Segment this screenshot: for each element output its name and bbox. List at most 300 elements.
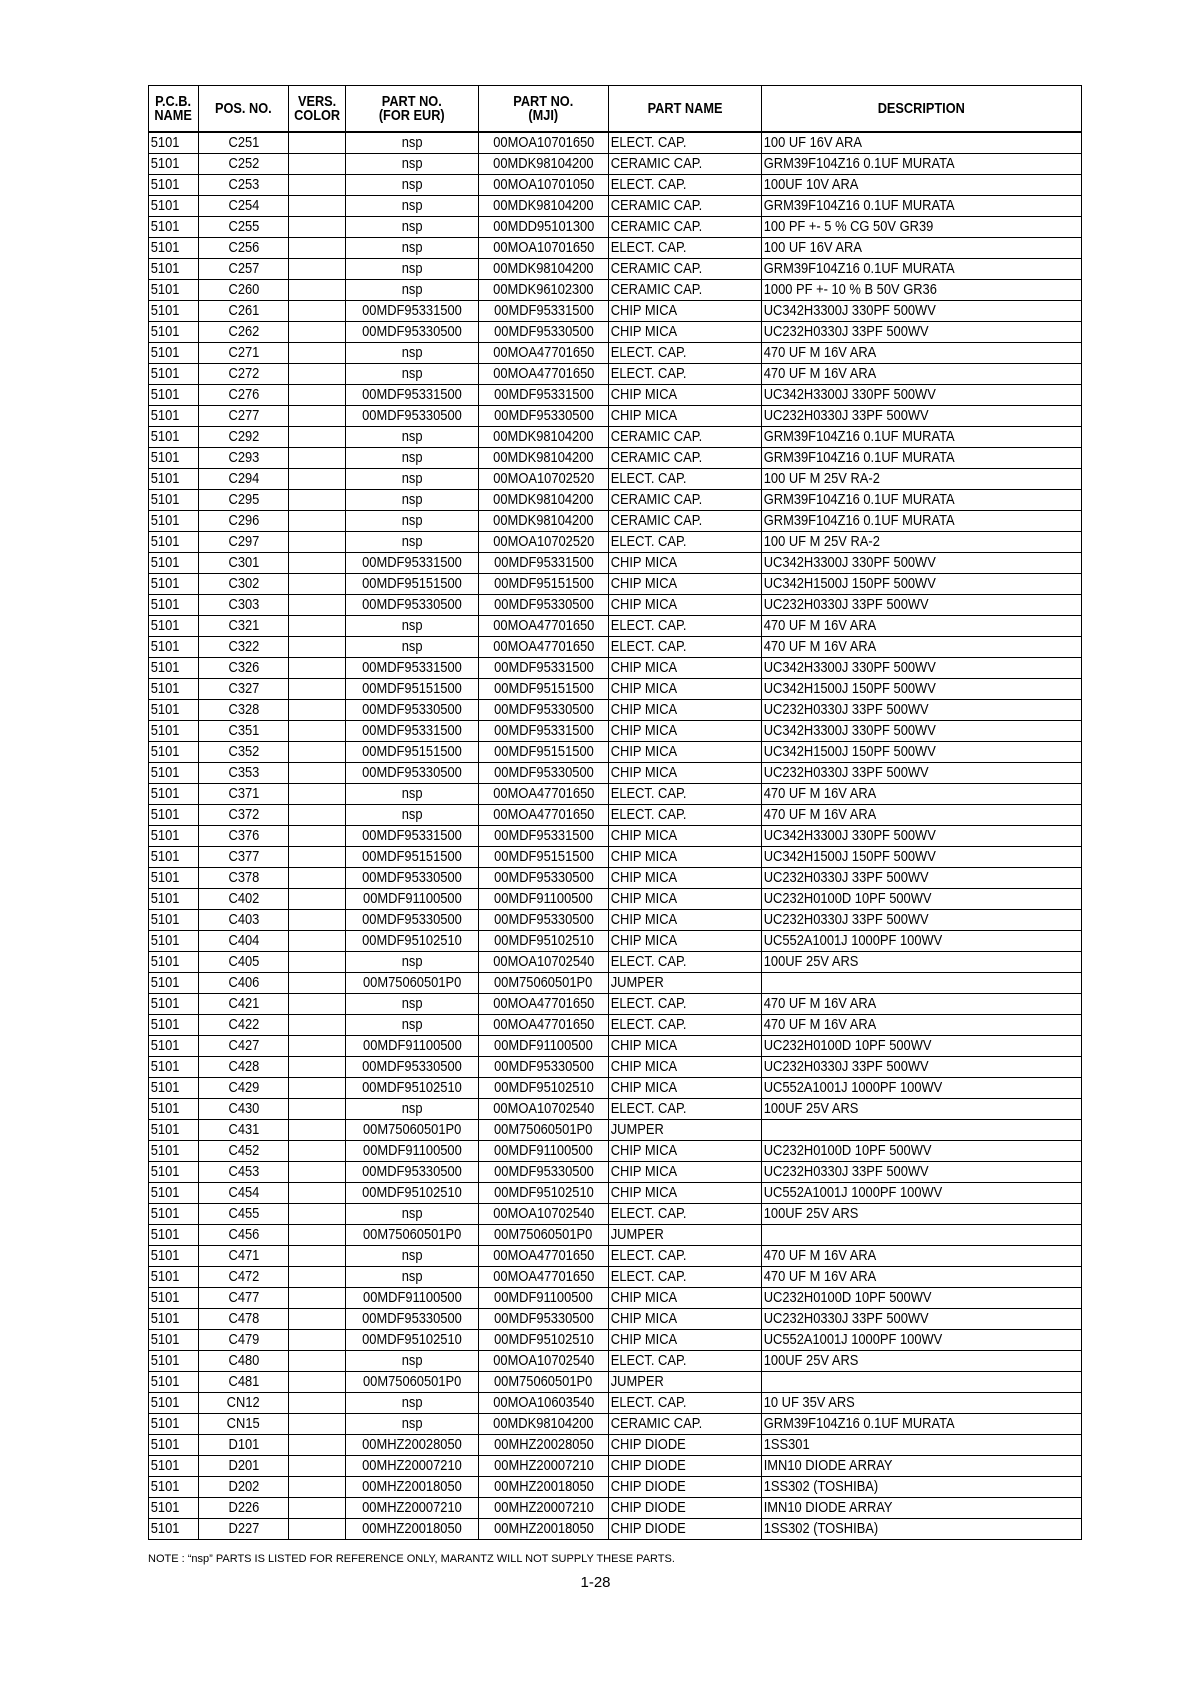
vers-color-cell (289, 154, 346, 175)
part-no-mji-cell: 00MDF95102510 (479, 931, 609, 952)
pcb-name-cell: 5101 (149, 1330, 199, 1351)
part-no-mji-cell: 00MDF95330500 (479, 595, 609, 616)
vers-color-cell (289, 763, 346, 784)
vers-color-cell (289, 448, 346, 469)
table-row (149, 994, 1082, 1015)
part-no-mji-cell: 00MOA10701650 (479, 238, 609, 259)
description-cell: UC232H0100D 10PF 500WV (762, 1036, 1082, 1057)
table-row (149, 910, 1082, 931)
table-row (149, 1351, 1082, 1372)
vers-color-cell (289, 658, 346, 679)
pos-no-cell: C453 (199, 1162, 289, 1183)
table-row (149, 406, 1082, 427)
description-cell: 470 UF M 16V ARA (762, 637, 1082, 658)
table-row (149, 1078, 1082, 1099)
header-pos-no: POS. NO. (199, 86, 289, 133)
vers-color-cell (289, 427, 346, 448)
part-no-mji-cell: 00MDF95331500 (479, 721, 609, 742)
part-no-eur-cell: 00MDF95330500 (346, 910, 479, 931)
part-no-mji-cell: 00MOA47701650 (479, 1267, 609, 1288)
description-cell (762, 1225, 1082, 1246)
table-row (149, 1288, 1082, 1309)
description-cell: 470 UF M 16V ARA (762, 994, 1082, 1015)
pos-no-cell: C481 (199, 1372, 289, 1393)
part-no-mji-cell: 00MDK96102300 (479, 280, 609, 301)
table-row (149, 343, 1082, 364)
part-no-eur-cell: nsp (346, 511, 479, 532)
part-name-cell: ELECT. CAP. (609, 532, 762, 553)
table-row (149, 553, 1082, 574)
table-row (149, 1393, 1082, 1414)
pcb-name-cell: 5101 (149, 1099, 199, 1120)
pcb-name-cell: 5101 (149, 1015, 199, 1036)
description-cell: 470 UF M 16V ARA (762, 1015, 1082, 1036)
description-cell: 100UF 10V ARA (762, 175, 1082, 196)
table-row (149, 217, 1082, 238)
pos-no-cell: C403 (199, 910, 289, 931)
pcb-name-cell: 5101 (149, 385, 199, 406)
part-no-eur-cell: nsp (346, 238, 479, 259)
description-cell: GRM39F104Z16 0.1UF MURATA (762, 490, 1082, 511)
part-no-mji-cell: 00MOA10702540 (479, 1099, 609, 1120)
part-name-cell: CHIP MICA (609, 1330, 762, 1351)
part-no-eur-cell: nsp (346, 448, 479, 469)
vers-color-cell (289, 931, 346, 952)
pcb-name-cell: 5101 (149, 910, 199, 931)
table-row (149, 154, 1082, 175)
pcb-name-cell: 5101 (149, 1267, 199, 1288)
part-name-cell: CHIP MICA (609, 847, 762, 868)
vers-color-cell (289, 238, 346, 259)
table-row (149, 826, 1082, 847)
table-row (149, 175, 1082, 196)
part-no-mji-cell: 00MDF95330500 (479, 763, 609, 784)
part-no-eur-cell: 00MDF95102510 (346, 931, 479, 952)
pos-no-cell: C257 (199, 259, 289, 280)
pos-no-cell: C371 (199, 784, 289, 805)
part-no-mji-cell: 00MDF95330500 (479, 868, 609, 889)
pcb-name-cell: 5101 (149, 994, 199, 1015)
pos-no-cell: C480 (199, 1351, 289, 1372)
description-cell: 470 UF M 16V ARA (762, 616, 1082, 637)
pcb-name-cell: 5101 (149, 1288, 199, 1309)
pcb-name-cell: 5101 (149, 1519, 199, 1540)
table-row (149, 721, 1082, 742)
part-name-cell: ELECT. CAP. (609, 238, 762, 259)
pcb-name-cell: 5101 (149, 1225, 199, 1246)
description-cell: UC342H3300J 330PF 500WV (762, 301, 1082, 322)
table-row (149, 1309, 1082, 1330)
table-row (149, 1225, 1082, 1246)
part-no-eur-cell: nsp (346, 952, 479, 973)
vers-color-cell (289, 847, 346, 868)
pos-no-cell: D227 (199, 1519, 289, 1540)
table-row (149, 196, 1082, 217)
vers-color-cell (289, 553, 346, 574)
part-no-mji-cell: 00M75060501P0 (479, 1225, 609, 1246)
vers-color-cell (289, 259, 346, 280)
part-no-mji-cell: 00MOA47701650 (479, 1015, 609, 1036)
part-no-mji-cell: 00MOA47701650 (479, 364, 609, 385)
pos-no-cell: C328 (199, 700, 289, 721)
table-row (149, 658, 1082, 679)
part-no-eur-cell: 00M75060501P0 (346, 973, 479, 994)
table-row (149, 1036, 1082, 1057)
part-name-cell: ELECT. CAP. (609, 1351, 762, 1372)
table-row (149, 132, 1082, 154)
part-name-cell: ELECT. CAP. (609, 1099, 762, 1120)
pcb-name-cell: 5101 (149, 217, 199, 238)
description-cell: UC552A1001J 1000PF 100WV (762, 931, 1082, 952)
description-cell: 1000 PF +- 10 % B 50V GR36 (762, 280, 1082, 301)
header-description: DESCRIPTION (762, 86, 1082, 133)
part-no-eur-cell: 00MDF95330500 (346, 763, 479, 784)
pcb-name-cell: 5101 (149, 322, 199, 343)
pcb-name-cell: 5101 (149, 931, 199, 952)
part-no-mji-cell: 00MOA10702520 (479, 532, 609, 553)
description-cell: IMN10 DIODE ARRAY (762, 1456, 1082, 1477)
pos-no-cell: C422 (199, 1015, 289, 1036)
pcb-name-cell: 5101 (149, 448, 199, 469)
vers-color-cell (289, 1372, 346, 1393)
pcb-name-cell: 5101 (149, 973, 199, 994)
part-name-cell: ELECT. CAP. (609, 469, 762, 490)
part-no-eur-cell: nsp (346, 154, 479, 175)
description-cell: UC232H0100D 10PF 500WV (762, 1288, 1082, 1309)
pos-no-cell: C327 (199, 679, 289, 700)
description-cell: GRM39F104Z16 0.1UF MURATA (762, 427, 1082, 448)
vers-color-cell (289, 280, 346, 301)
pcb-name-cell: 5101 (149, 259, 199, 280)
part-name-cell: ELECT. CAP. (609, 805, 762, 826)
vers-color-cell (289, 1141, 346, 1162)
part-no-eur-cell: nsp (346, 175, 479, 196)
pcb-name-cell: 5101 (149, 616, 199, 637)
part-no-mji-cell: 00MDK98104200 (479, 511, 609, 532)
vers-color-cell (289, 889, 346, 910)
vers-color-cell (289, 175, 346, 196)
pcb-name-cell: 5101 (149, 1393, 199, 1414)
table-row (149, 1456, 1082, 1477)
part-no-mji-cell: 00MOA47701650 (479, 343, 609, 364)
pos-no-cell: C301 (199, 553, 289, 574)
description-cell: UC232H0330J 33PF 500WV (762, 595, 1082, 616)
part-no-eur-cell: nsp (346, 1267, 479, 1288)
table-row (149, 532, 1082, 553)
pcb-name-cell: 5101 (149, 952, 199, 973)
part-name-cell: CHIP MICA (609, 742, 762, 763)
part-name-cell: CERAMIC CAP. (609, 217, 762, 238)
vers-color-cell (289, 1477, 346, 1498)
pos-no-cell: C429 (199, 1078, 289, 1099)
vers-color-cell (289, 1099, 346, 1120)
description-cell: GRM39F104Z16 0.1UF MURATA (762, 448, 1082, 469)
vers-color-cell (289, 1267, 346, 1288)
table-row (149, 1099, 1082, 1120)
pos-no-cell: D202 (199, 1477, 289, 1498)
part-no-eur-cell: nsp (346, 1414, 479, 1435)
part-no-eur-cell: nsp (346, 805, 479, 826)
part-name-cell: CHIP MICA (609, 910, 762, 931)
table-row (149, 238, 1082, 259)
vers-color-cell (289, 1204, 346, 1225)
part-name-cell: CERAMIC CAP. (609, 154, 762, 175)
pcb-name-cell: 5101 (149, 742, 199, 763)
table-row (149, 805, 1082, 826)
pos-no-cell: C471 (199, 1246, 289, 1267)
vers-color-cell (289, 952, 346, 973)
part-name-cell: ELECT. CAP. (609, 1204, 762, 1225)
part-no-eur-cell: nsp (346, 532, 479, 553)
part-no-eur-cell: 00MDF91100500 (346, 1036, 479, 1057)
part-no-mji-cell: 00MDF95330500 (479, 322, 609, 343)
part-name-cell: CHIP MICA (609, 700, 762, 721)
description-cell: 100UF 25V ARS (762, 952, 1082, 973)
part-name-cell: CHIP DIODE (609, 1456, 762, 1477)
pcb-name-cell: 5101 (149, 1204, 199, 1225)
table-row (149, 931, 1082, 952)
vers-color-cell (289, 1120, 346, 1141)
part-name-cell: CHIP MICA (609, 553, 762, 574)
part-no-eur-cell: nsp (346, 490, 479, 511)
part-no-eur-cell: 00MDF95151500 (346, 847, 479, 868)
table-row (149, 637, 1082, 658)
part-no-mji-cell: 00MDF95330500 (479, 700, 609, 721)
pcb-name-cell: 5101 (149, 826, 199, 847)
pcb-name-cell: 5101 (149, 700, 199, 721)
pcb-name-cell: 5101 (149, 595, 199, 616)
part-no-mji-cell: 00MOA10603540 (479, 1393, 609, 1414)
pos-no-cell: C431 (199, 1120, 289, 1141)
pcb-name-cell: 5101 (149, 1036, 199, 1057)
pos-no-cell: C377 (199, 847, 289, 868)
vers-color-cell (289, 826, 346, 847)
pos-no-cell: C295 (199, 490, 289, 511)
part-name-cell: CHIP MICA (609, 574, 762, 595)
part-name-cell: CHIP MICA (609, 931, 762, 952)
description-cell: 470 UF M 16V ARA (762, 805, 1082, 826)
pcb-name-cell: 5101 (149, 532, 199, 553)
part-no-eur-cell: nsp (346, 132, 479, 154)
header-vers-color: VERS. COLOR (289, 86, 346, 133)
part-no-mji-cell: 00MHZ20018050 (479, 1477, 609, 1498)
description-cell: GRM39F104Z16 0.1UF MURATA (762, 1414, 1082, 1435)
part-no-eur-cell: 00MDF95330500 (346, 1162, 479, 1183)
pos-no-cell: C478 (199, 1309, 289, 1330)
pos-no-cell: C322 (199, 637, 289, 658)
table-row (149, 952, 1082, 973)
table-row (149, 1267, 1082, 1288)
pcb-name-cell: 5101 (149, 469, 199, 490)
part-no-eur-cell: nsp (346, 616, 479, 637)
pcb-name-cell: 5101 (149, 889, 199, 910)
description-cell: UC232H0330J 33PF 500WV (762, 910, 1082, 931)
description-cell: UC342H1500J 150PF 500WV (762, 574, 1082, 595)
pcb-name-cell: 5101 (149, 1078, 199, 1099)
part-no-mji-cell: 00MDF95151500 (479, 679, 609, 700)
description-cell: 100 PF +- 5 % CG 50V GR39 (762, 217, 1082, 238)
table-row (149, 1162, 1082, 1183)
part-name-cell: CHIP MICA (609, 322, 762, 343)
part-no-mji-cell: 00MOA10702540 (479, 1204, 609, 1225)
pcb-name-cell: 5101 (149, 679, 199, 700)
pos-no-cell: C293 (199, 448, 289, 469)
pos-no-cell: C352 (199, 742, 289, 763)
part-name-cell: CHIP DIODE (609, 1435, 762, 1456)
part-no-eur-cell: 00MDF95331500 (346, 826, 479, 847)
pos-no-cell: C404 (199, 931, 289, 952)
pcb-name-cell: 5101 (149, 132, 199, 154)
vers-color-cell (289, 1414, 346, 1435)
part-name-cell: CHIP DIODE (609, 1519, 762, 1540)
description-cell: IMN10 DIODE ARRAY (762, 1498, 1082, 1519)
pos-no-cell: D201 (199, 1456, 289, 1477)
vers-color-cell (289, 1225, 346, 1246)
part-no-eur-cell: 00MDF95331500 (346, 721, 479, 742)
table-body (149, 132, 1082, 1540)
pcb-name-cell: 5101 (149, 658, 199, 679)
pos-no-cell: C472 (199, 1267, 289, 1288)
pos-no-cell: C452 (199, 1141, 289, 1162)
part-name-cell: JUMPER (609, 973, 762, 994)
pos-no-cell: C351 (199, 721, 289, 742)
pos-no-cell: C276 (199, 385, 289, 406)
pos-no-cell: C428 (199, 1057, 289, 1078)
table-row (149, 1372, 1082, 1393)
pos-no-cell: C303 (199, 595, 289, 616)
pcb-name-cell: 5101 (149, 574, 199, 595)
table-row (149, 1141, 1082, 1162)
part-no-mji-cell: 00MOA10702540 (479, 1351, 609, 1372)
part-no-mji-cell: 00MOA47701650 (479, 637, 609, 658)
part-name-cell: CHIP DIODE (609, 1477, 762, 1498)
description-cell: 1SS302 (TOSHIBA) (762, 1477, 1082, 1498)
pos-no-cell: C326 (199, 658, 289, 679)
table-row (149, 301, 1082, 322)
description-cell: 100 UF M 25V RA-2 (762, 469, 1082, 490)
table-row (149, 1204, 1082, 1225)
header-pcb-name: P.C.B. NAME (149, 86, 199, 133)
description-cell: 100UF 25V ARS (762, 1351, 1082, 1372)
part-no-mji-cell: 00MOA10701650 (479, 132, 609, 154)
part-no-mji-cell: 00MDK98104200 (479, 427, 609, 448)
part-name-cell: CHIP MICA (609, 406, 762, 427)
pcb-name-cell: 5101 (149, 238, 199, 259)
pos-no-cell: C402 (199, 889, 289, 910)
pos-no-cell: C253 (199, 175, 289, 196)
pos-no-cell: C455 (199, 1204, 289, 1225)
pos-no-cell: D101 (199, 1435, 289, 1456)
part-no-eur-cell: 00MHZ20007210 (346, 1456, 479, 1477)
description-cell: UC232H0330J 33PF 500WV (762, 322, 1082, 343)
part-name-cell: CERAMIC CAP. (609, 511, 762, 532)
part-no-eur-cell: 00MDF95151500 (346, 679, 479, 700)
vers-color-cell (289, 1078, 346, 1099)
part-no-mji-cell: 00MOA47701650 (479, 994, 609, 1015)
pcb-name-cell: 5101 (149, 1351, 199, 1372)
header-part-name: PART NAME (609, 86, 762, 133)
vers-color-cell (289, 511, 346, 532)
part-no-eur-cell: nsp (346, 343, 479, 364)
pos-no-cell: C261 (199, 301, 289, 322)
part-no-mji-cell: 00MDF95330500 (479, 406, 609, 427)
description-cell: 100UF 25V ARS (762, 1204, 1082, 1225)
description-cell (762, 1372, 1082, 1393)
vers-color-cell (289, 217, 346, 238)
part-name-cell: ELECT. CAP. (609, 132, 762, 154)
part-no-eur-cell: nsp (346, 364, 479, 385)
pos-no-cell: C321 (199, 616, 289, 637)
pos-no-cell: C421 (199, 994, 289, 1015)
part-no-eur-cell: nsp (346, 1246, 479, 1267)
vers-color-cell (289, 301, 346, 322)
part-no-eur-cell: 00MHZ20018050 (346, 1519, 479, 1540)
part-name-cell: ELECT. CAP. (609, 637, 762, 658)
pos-no-cell: C406 (199, 973, 289, 994)
table-row (149, 490, 1082, 511)
pos-no-cell: C252 (199, 154, 289, 175)
pcb-name-cell: 5101 (149, 1309, 199, 1330)
part-no-eur-cell: 00MHZ20028050 (346, 1435, 479, 1456)
vers-color-cell (289, 1330, 346, 1351)
part-no-eur-cell: 00MDF95331500 (346, 658, 479, 679)
description-cell: GRM39F104Z16 0.1UF MURATA (762, 511, 1082, 532)
part-name-cell: CHIP MICA (609, 1162, 762, 1183)
description-cell: 470 UF M 16V ARA (762, 364, 1082, 385)
part-name-cell: CHIP MICA (609, 595, 762, 616)
description-cell: GRM39F104Z16 0.1UF MURATA (762, 154, 1082, 175)
description-cell: UC342H3300J 330PF 500WV (762, 553, 1082, 574)
pcb-name-cell: 5101 (149, 553, 199, 574)
part-no-mji-cell: 00MOA47701650 (479, 616, 609, 637)
table-row (149, 784, 1082, 805)
pos-no-cell: C302 (199, 574, 289, 595)
pos-no-cell: C297 (199, 532, 289, 553)
pcb-name-cell: 5101 (149, 1372, 199, 1393)
part-name-cell: ELECT. CAP. (609, 175, 762, 196)
part-name-cell: ELECT. CAP. (609, 1015, 762, 1036)
pos-no-cell: C271 (199, 343, 289, 364)
part-no-mji-cell: 00MDK98104200 (479, 259, 609, 280)
part-no-eur-cell: 00MDF95102510 (346, 1330, 479, 1351)
part-no-eur-cell: 00MDF95151500 (346, 742, 479, 763)
description-cell: UC552A1001J 1000PF 100WV (762, 1183, 1082, 1204)
description-cell: 470 UF M 16V ARA (762, 1246, 1082, 1267)
pcb-name-cell: 5101 (149, 406, 199, 427)
part-no-mji-cell: 00MOA10701050 (479, 175, 609, 196)
description-cell: UC232H0330J 33PF 500WV (762, 763, 1082, 784)
pos-no-cell: C262 (199, 322, 289, 343)
part-no-eur-cell: nsp (346, 1351, 479, 1372)
description-cell: 470 UF M 16V ARA (762, 343, 1082, 364)
part-no-mji-cell: 00M75060501P0 (479, 1120, 609, 1141)
table-row (149, 1414, 1082, 1435)
pos-no-cell: C277 (199, 406, 289, 427)
part-no-eur-cell: 00MDF95102510 (346, 1078, 479, 1099)
pcb-name-cell: 5101 (149, 1183, 199, 1204)
pos-no-cell: C477 (199, 1288, 289, 1309)
part-no-eur-cell: 00MDF95330500 (346, 700, 479, 721)
description-cell (762, 1120, 1082, 1141)
part-no-eur-cell: 00MDF95330500 (346, 595, 479, 616)
vers-color-cell (289, 406, 346, 427)
part-name-cell: CHIP MICA (609, 1288, 762, 1309)
vers-color-cell (289, 1456, 346, 1477)
part-no-eur-cell: 00M75060501P0 (346, 1225, 479, 1246)
table-header-row (149, 86, 1082, 133)
part-name-cell: CHIP MICA (609, 889, 762, 910)
part-name-cell: CERAMIC CAP. (609, 490, 762, 511)
